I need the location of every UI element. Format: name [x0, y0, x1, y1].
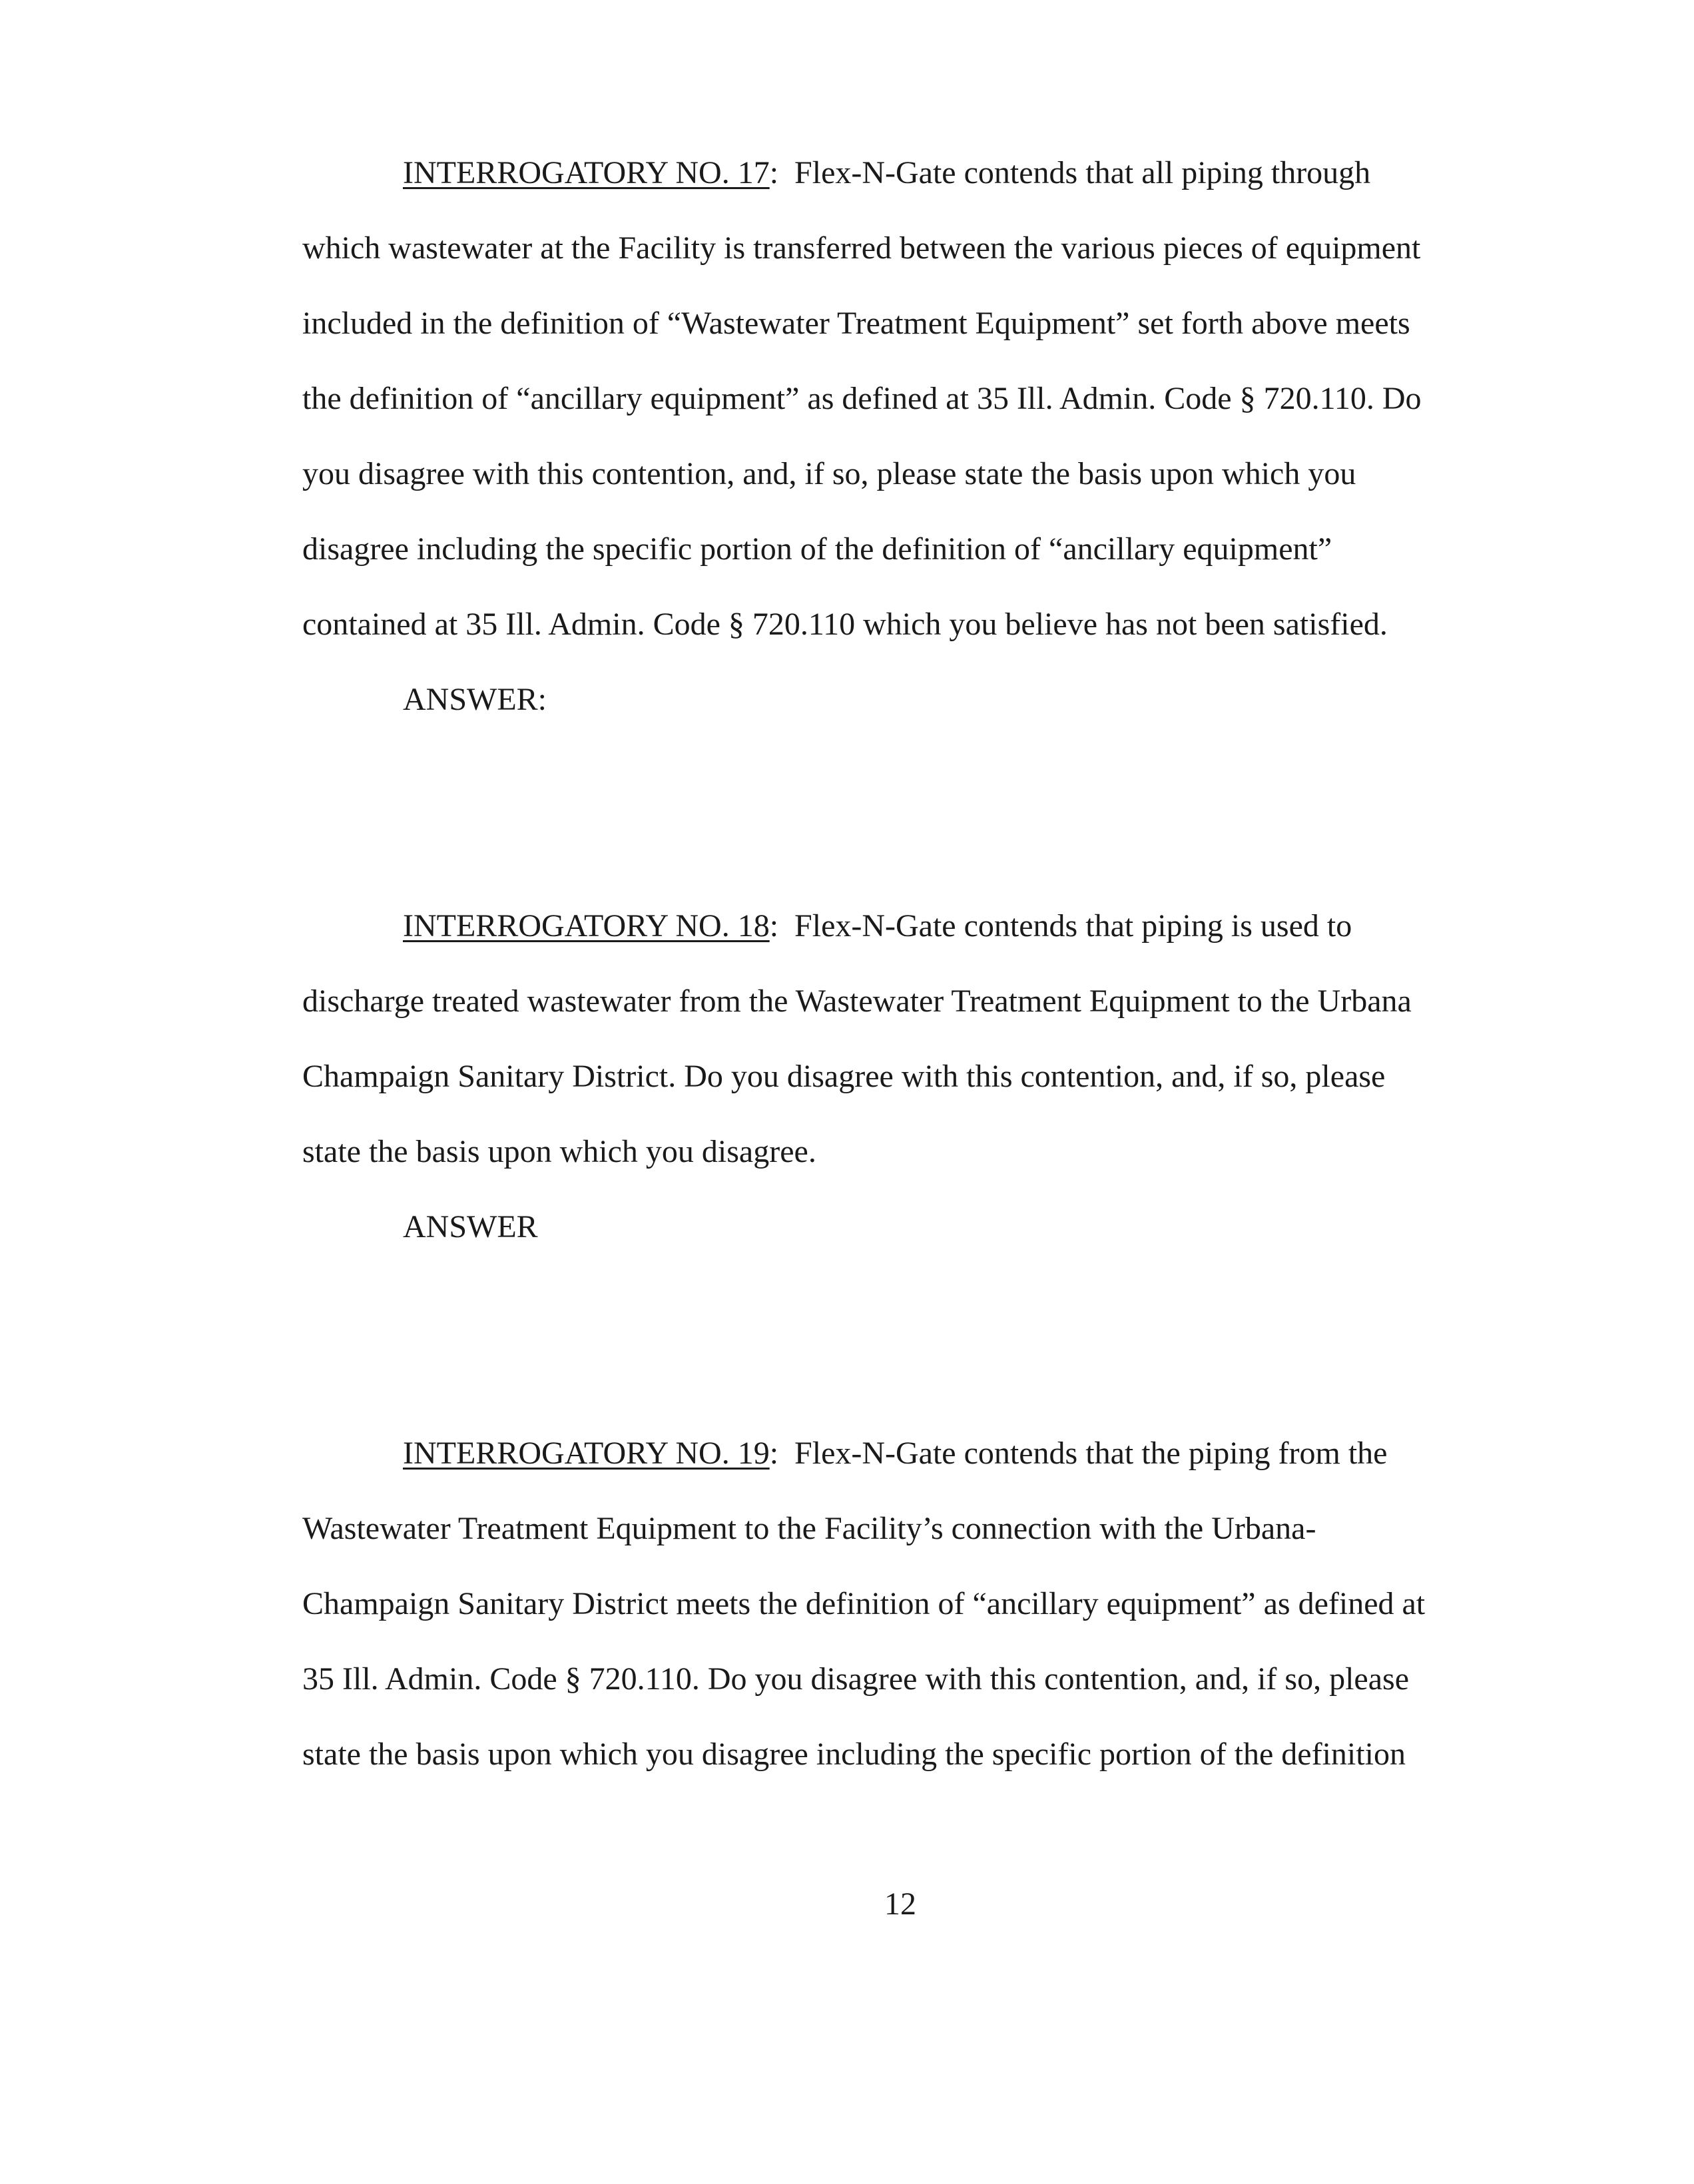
interrogatory-18-answer: ANSWER	[403, 1209, 538, 1244]
interrogatory-18-line-4: state the basis upon which you disagree.	[302, 1134, 816, 1169]
interrogatory-17-line-7: contained at 35 Ill. Admin. Code § 720.110 which you believe has not been satisfied.	[302, 607, 1388, 642]
interrogatory-18-line-2: discharge treated wastewater from the Wastewater Treatment Equipment to the Urbana	[302, 983, 1412, 1019]
interrogatory-19-line-3: Champaign Sanitary District meets the definition of “ancillary equipment” as defined at	[302, 1586, 1426, 1621]
interrogatory-18-line-1: Flex-N-Gate contends that piping is used to	[794, 908, 1352, 944]
interrogatory-17-first-line: INTERROGATORY NO. 17: Flex-N-Gate contends that all piping through	[403, 155, 1371, 190]
interrogatory-19-line-4: 35 Ill. Admin. Code § 720.110. Do you disagree with this contention, and, if so, please	[302, 1661, 1409, 1697]
interrogatory-18-heading: INTERROGATORY NO. 18	[403, 908, 770, 944]
interrogatory-17-line-6: disagree including the specific portion of the definition of “ancillary equipment”	[302, 531, 1332, 567]
interrogatory-18-line-3: Champaign Sanitary District. Do you disagree with this contention, and, if so, please	[302, 1059, 1386, 1094]
interrogatory-18-first-line: INTERROGATORY NO. 18: Flex-N-Gate contends that piping is used to	[403, 908, 1352, 944]
interrogatory-19-line-5: state the basis upon which you disagree including the specific portion of the definition	[302, 1737, 1406, 1772]
page-number: 12	[884, 1886, 916, 1922]
interrogatory-19-first-line: INTERROGATORY NO. 19: Flex-N-Gate contends that the piping from the	[403, 1436, 1388, 1471]
interrogatory-17-answer: ANSWER:	[403, 682, 547, 717]
interrogatory-17-line-3: included in the definition of “Wastewater Treatment Equipment” set forth above meets	[302, 306, 1410, 341]
interrogatory-19-heading: INTERROGATORY NO. 19	[403, 1436, 770, 1471]
interrogatory-17-heading: INTERROGATORY NO. 17	[403, 155, 770, 190]
interrogatory-19-line-1: Flex-N-Gate contends that the piping from the	[794, 1436, 1388, 1471]
interrogatory-19-line-2: Wastewater Treatment Equipment to the Facility’s connection with the Urbana-	[302, 1511, 1316, 1546]
interrogatory-17-line-5: you disagree with this contention, and, if so, please state the basis upon which you	[302, 456, 1356, 491]
interrogatory-17-line-4: the definition of “ancillary equipment” as defined at 35 Ill. Admin. Code § 720.110. Do	[302, 381, 1422, 416]
interrogatory-17-line-1: Flex-N-Gate contends that all piping through	[794, 155, 1371, 190]
interrogatory-17-line-2: which wastewater at the Facility is transferred between the various pieces of equipment	[302, 230, 1421, 266]
